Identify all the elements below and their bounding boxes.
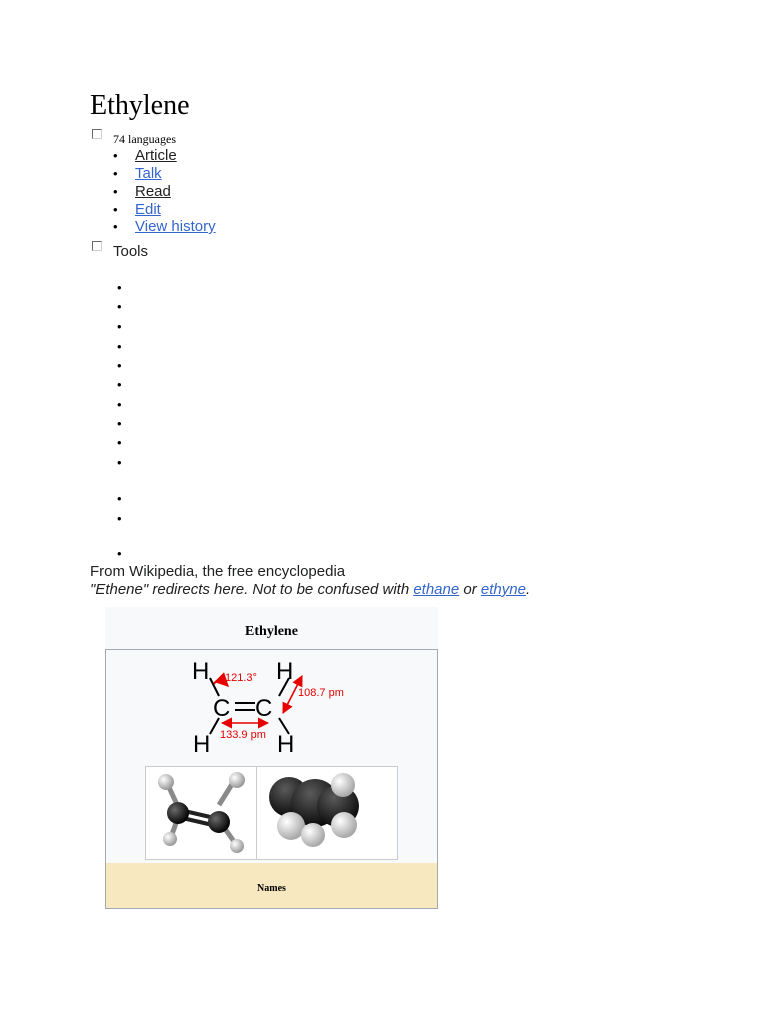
tab-talk[interactable]: [135, 165, 162, 183]
tab-read[interactable]: [135, 183, 171, 201]
infobox-names-header: [105, 863, 438, 909]
tools-menu-item[interactable]: •: [117, 299, 122, 314]
tab-edit-link[interactable]: Edit: [135, 201, 161, 218]
hydrogen-atom: [230, 839, 244, 853]
tab-talk-link[interactable]: Talk: [135, 165, 162, 182]
hatnote: [90, 581, 530, 598]
atom-h-bottom-right: H: [277, 731, 295, 758]
bond-angle-label: 121.3°: [225, 672, 257, 684]
tools-menu-item[interactable]: •: [117, 377, 122, 392]
languages-label[interactable]: 74 languages: [113, 132, 176, 146]
ball-and-stick-frame: [145, 766, 258, 860]
atom-h-top-left: H: [192, 658, 210, 685]
tab-article[interactable]: [135, 147, 177, 165]
structural-formula-cell: [105, 649, 438, 762]
space-filling-frame: [256, 766, 398, 860]
ch-bond-length-label: 108.7 pm: [298, 687, 344, 699]
carbon-atom: [208, 811, 230, 833]
tools-menu-item[interactable]: •: [117, 435, 122, 450]
atom-h-top-right: H: [276, 658, 294, 685]
atom-c-right: C: [255, 695, 273, 722]
tab-view-history[interactable]: [135, 218, 216, 236]
ethane-link[interactable]: ethane: [413, 581, 460, 598]
hydrogen-atom: [158, 774, 174, 790]
tools-menu-item[interactable]: •: [117, 455, 122, 470]
tools-menu-item[interactable]: •: [117, 319, 122, 334]
tools-menu-item[interactable]: •: [117, 358, 122, 373]
ethyne-link[interactable]: ethyne: [480, 581, 526, 598]
language-toggle-checkbox[interactable]: [92, 129, 102, 139]
hydrogen-atom: [301, 823, 325, 847]
hydrogen-atom: [331, 773, 355, 797]
tab-view-history-link[interactable]: View history: [135, 218, 216, 235]
tools-menu-item[interactable]: •: [117, 280, 122, 295]
infobox: [105, 607, 438, 910]
page-title: Ethylene: [90, 90, 190, 121]
tools-menu-item[interactable]: •: [117, 491, 122, 506]
cc-bond-length-label: 133.9 pm: [220, 729, 266, 741]
tools-menu-item[interactable]: •: [117, 397, 122, 412]
hatnote-prefix: "Ethene" redirects here. Not to be confused with: [90, 581, 414, 598]
tab-read-link[interactable]: Read: [135, 183, 171, 200]
hydrogen-atom: [331, 812, 357, 838]
names-section-label: Names: [257, 883, 286, 894]
space-filling-model-image[interactable]: [257, 767, 397, 859]
hatnote-middle: or: [459, 581, 481, 598]
hydrogen-atom: [277, 812, 305, 840]
tools-toggle-checkbox[interactable]: [92, 241, 102, 251]
hatnote-suffix: .: [525, 581, 531, 598]
carbon-atom: [167, 802, 189, 824]
tools-menu-item[interactable]: •: [117, 511, 122, 526]
hydrogen-atom: [229, 772, 245, 788]
hydrogen-atom: [163, 832, 177, 846]
tab-edit[interactable]: [135, 201, 161, 219]
atom-c-left: C: [213, 695, 231, 722]
molecular-models-cell: [105, 761, 438, 864]
infobox-title: Ethylene: [245, 624, 298, 639]
tools-menu-item[interactable]: •: [117, 339, 122, 354]
tab-article-link[interactable]: Article: [135, 147, 177, 164]
ball-and-stick-model-image[interactable]: [146, 767, 257, 859]
tools-menu-item[interactable]: •: [117, 546, 122, 561]
atom-h-bottom-left: H: [193, 731, 211, 758]
tools-menu-item[interactable]: •: [117, 416, 122, 431]
structural-formula-image[interactable]: [106, 650, 437, 761]
tools-label[interactable]: Tools: [113, 243, 149, 260]
infobox-caption: [105, 607, 438, 650]
site-tagline: From Wikipedia, the free encyclopedia: [90, 563, 346, 580]
